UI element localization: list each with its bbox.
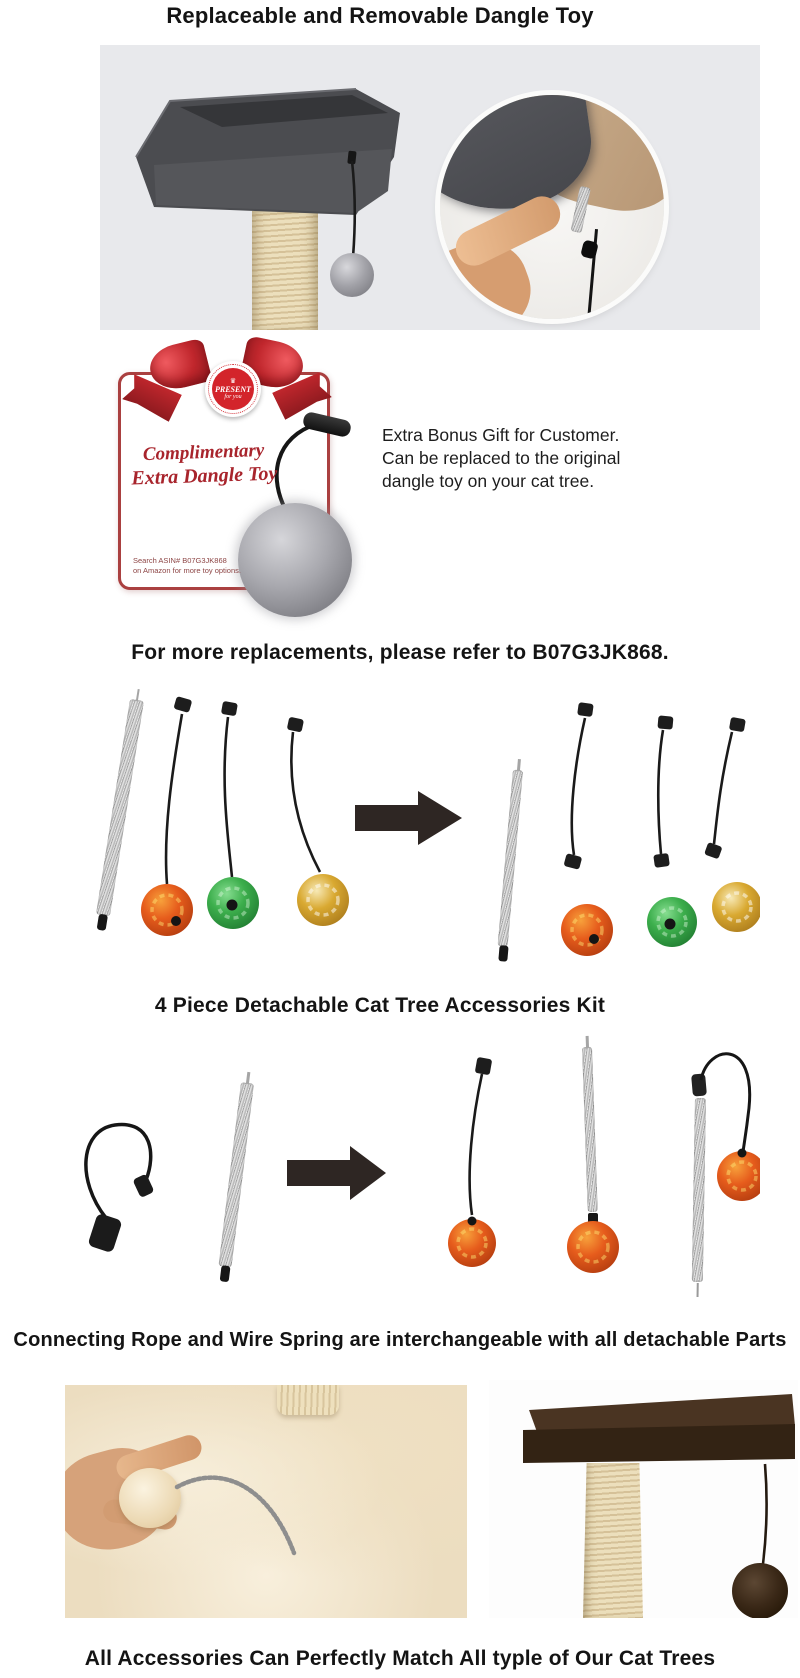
wire-spring-curved	[177, 1478, 294, 1553]
present-badge-subtitle: for you	[224, 393, 242, 400]
ball-connector	[468, 1217, 477, 1226]
toy-rope	[166, 714, 182, 884]
sisal-ball-orange	[567, 1221, 619, 1273]
ball-connector	[227, 900, 238, 911]
rope-cap	[653, 853, 670, 868]
inset-rope-cap	[580, 239, 599, 259]
ball-connector	[738, 1149, 747, 1158]
gray-pom-ball	[330, 253, 374, 297]
photo-hand-with-spring-toy	[65, 1385, 467, 1618]
rope-cap	[287, 717, 304, 733]
crown-icon: ♛	[229, 377, 237, 385]
gift-card-title	[127, 438, 281, 491]
section-title-dangle-toy: Replaceable and Removable Dangle Toy	[166, 3, 594, 28]
bonus-gift-note	[382, 424, 667, 493]
detached-rope	[572, 718, 585, 855]
asin-note-line1: Search ASIN# B07G3JK868	[133, 556, 227, 565]
toy-rope	[291, 732, 320, 872]
rope-cap	[563, 853, 582, 870]
zoom-inset-circle	[440, 95, 664, 319]
rope-cap	[577, 702, 594, 717]
bonus-note-line1: Extra Bonus Gift for Customer.	[382, 425, 620, 445]
gift-card-asin-note	[133, 556, 263, 576]
present-badge	[205, 361, 261, 417]
gift-card-title-line1: Complimentary	[142, 439, 265, 466]
scene-interchangeable-parts	[60, 1030, 760, 1325]
sisal-ball-orange	[141, 884, 193, 936]
platform-brown-front	[523, 1424, 795, 1463]
brown-platform-graphic	[489, 1380, 798, 1618]
connecting-rope	[86, 1125, 151, 1218]
photo-cat-tree-top	[100, 45, 760, 330]
bonus-note-line2: Can be replaced to the original	[382, 448, 621, 468]
rope-cap	[475, 1057, 493, 1075]
brown-pom-ball	[732, 1563, 788, 1618]
interchangeable-parts-graphic	[60, 1030, 760, 1325]
toy-rope	[225, 717, 232, 877]
section-title-interchangeable: Connecting Rope and Wire Spring are interchangeable with all detachable Parts	[13, 1329, 787, 1351]
detached-rope	[658, 730, 663, 854]
sisal-ball-orange	[561, 904, 613, 956]
toy-rope	[701, 1054, 750, 1152]
sisal-ball-gold	[712, 882, 760, 932]
rope-cap	[221, 701, 238, 716]
rope-cap	[132, 1174, 154, 1198]
bonus-note-line3: dangle toy on your cat tree.	[382, 471, 595, 491]
rope-handle-cap	[87, 1213, 122, 1253]
ball-connector	[589, 934, 599, 944]
gift-card-title-line2: Extra Dangle Toy	[131, 462, 278, 490]
right-arrow-icon	[355, 791, 462, 845]
right-arrow-icon	[287, 1146, 386, 1200]
section-title-match: All Accessories Can Perfectly Match All typle of Our Cat Trees	[84, 1647, 716, 1670]
sisal-ball-gold	[297, 874, 349, 926]
ball-connector	[665, 919, 676, 930]
rope-cap	[173, 696, 192, 713]
toy-rope	[470, 1074, 482, 1215]
spring-curve-graphic	[65, 1385, 467, 1618]
section-title-replacements: For more replacements, please refer to B07G3JK868.	[131, 641, 669, 664]
detached-rope	[714, 732, 732, 844]
section-title-kit: 4 Piece Detachable Cat Tree Accessories Kit	[154, 994, 606, 1017]
present-badge-inner	[212, 368, 254, 410]
dangle-rope	[763, 1464, 767, 1564]
rope-cap	[704, 842, 723, 859]
detachable-parts-graphic	[60, 672, 760, 957]
photo-brown-cat-tree	[489, 1380, 798, 1618]
sisal-ball-orange	[448, 1219, 496, 1267]
sisal-ball-orange	[717, 1151, 760, 1201]
rope-cap	[657, 715, 673, 729]
scene-detachable-parts	[60, 672, 760, 957]
spring-top-cap	[691, 1073, 707, 1096]
asin-note-line2: on Amazon for more toy options.	[133, 566, 241, 575]
present-badge-title: PRESENT	[214, 384, 251, 394]
ball-connector	[171, 916, 181, 926]
rope-cap	[729, 717, 746, 732]
